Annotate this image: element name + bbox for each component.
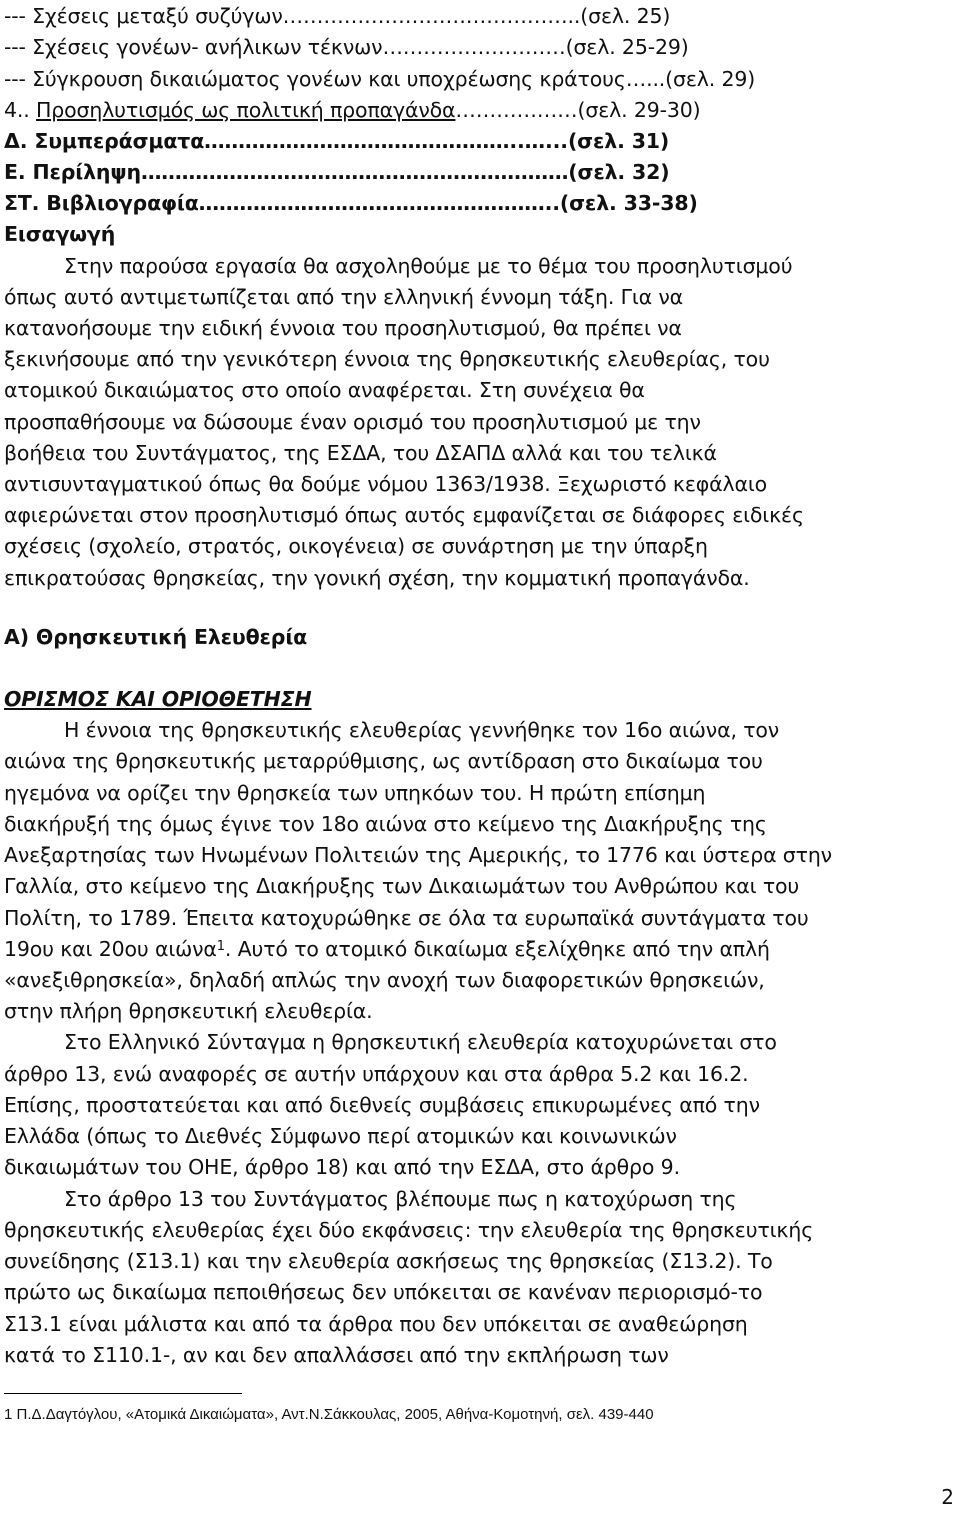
toc-entry: --- Σχέσεις μεταξύ συζύγων……………………………………..(σελ. 25): [4, 4, 671, 28]
body-line: αιώνα της θρησκευτικής μεταρρύθμισης, ως αντίδραση στο δικαίωμα του: [4, 749, 763, 773]
body-line: Γαλλία, στο κείμενο της Διακήρυξης των Δικαιωμάτων του Ανθρώπου και του: [4, 874, 800, 898]
toc-entry: --- Σχέσεις γονέων- ανήλικων τέκνων………………………(σελ. 25-29): [4, 35, 689, 59]
intro-line: βοήθεια του Συντάγματος, της ΕΣΔΑ, του ΔΣΑΠΔ αλλά και του τελικά: [4, 441, 717, 465]
body-line-start: 19ου και 20ου αιώνα: [4, 937, 217, 961]
body-line: Ελλάδα (όπως το Διεθνές Σύμφωνο περί ατομικών και κοινωνικών: [4, 1124, 677, 1148]
body-line: Επίσης, προστατεύεται και από διεθνείς συμβάσεις επικυρωμένες από την: [4, 1093, 760, 1117]
intro-line: επικρατούσας θρησκείας, την γονική σχέση, την κομματική προπαγάνδα.: [4, 566, 750, 590]
intro-line: σχέσεις (σχολείο, στρατός, οικογένεια) σε συνάρτηση με την ύπαρξη: [4, 534, 708, 558]
body-line: Η έννοια της θρησκευτικής ελευθερίας γεννήθηκε τον 16ο αιώνα, τον: [64, 718, 780, 742]
intro-line: ατομικού δικαιώματος στο οποίο αναφέρεται. Στη συνέχεια θα: [4, 378, 645, 402]
body-line: Στο άρθρο 13 του Συντάγματος βλέπουμε πως η κατοχύρωση της: [64, 1187, 737, 1211]
footnote-marker[interactable]: 1: [216, 939, 225, 954]
body-line: [4, 934, 770, 964]
body-line: άρθρο 13, ενώ αναφορές σε αυτήν υπάρχουν και στα άρθρα 5.2 και 16.2.: [4, 1062, 749, 1086]
page-number: 2: [941, 1485, 954, 1509]
body-line-end: . Αυτό το ατομικό δικαίωμα εξελίχθηκε από την απλή: [224, 937, 770, 961]
subheading: ΟΡΙΣΜΟΣ ΚΑΙ ΟΡΙΟΘΕΤΗΣΗ: [4, 687, 312, 711]
toc-entry: Δ. Συμπεράσματα………………………………………..…...(σελ. 31): [4, 129, 670, 153]
body-line: θρησκευτικής ελευθερίας έχει δύο εκφάνσεις: την ελευθερία της θρησκευτικής: [4, 1218, 814, 1242]
body-line: διακήρυξή της όμως έγινε τον 18ο αιώνα στο κείμενο της Διακήρυξης της: [4, 812, 767, 836]
body-line: πρώτο ως δικαίωμα πεποιθήσεως δεν υπόκειται σε κανέναν περιορισμό-το: [4, 1280, 763, 1304]
body-line: Στο Ελληνικό Σύνταγμα η θρησκευτική ελευθερία κατοχυρώνεται στο: [64, 1030, 777, 1054]
intro-line: κατανοήσουμε την ειδική έννοια του προσηλυτισμού, θα πρέπει να: [4, 316, 682, 340]
body-line: κατά το Σ110.1-, αν και δεν απαλλάσσει από την εκπλήρωση των: [4, 1343, 669, 1367]
body-line: ηγεμόνα να ορίζει την θρησκεία των υπηκόων του. Η πρώτη επίσημη: [4, 781, 706, 805]
intro-line: όπως αυτό αντιμετωπίζεται από την ελληνική έννομη τάξη. Για να: [4, 285, 684, 309]
footnote-divider: [4, 1393, 242, 1394]
toc-entry: 4.. Προσηλυτισμός ως πολιτική προπαγάνδα………………(σελ. 29-30): [4, 98, 701, 122]
footnote: 1 Π.Δ.Δαγτόγλου, «Ατομικά Δικαιώματα», Αντ.Ν.Σάκκουλας, 2005, Αθήνα-Κομοτηνή, σελ. 439-440: [4, 1406, 654, 1423]
intro-line: αφιερώνεται στον προσηλυτισμό όπως αυτός εμφανίζεται σε διάφορες ειδικές: [4, 503, 804, 527]
body-line: Σ13.1 είναι μάλιστα και από τα άρθρα που δεν υπόκειται σε αναθεώρηση: [4, 1312, 748, 1336]
intro-line: αντισυνταγματικού όπως θα δούμε νόμου 1363/1938. Ξεχωριστό κεφάλαιο: [4, 472, 768, 496]
body-line: Ανεξαρτησίας των Ηνωμένων Πολιτειών της Αμερικής, το 1776 και ύστερα στην: [4, 843, 832, 867]
intro-line: Στην παρούσα εργασία θα ασχοληθούμε με το θέμα του προσηλυτισμού: [64, 254, 793, 278]
toc-link[interactable]: Προσηλυτισμός ως πολιτική προπαγάνδα: [36, 98, 456, 122]
body-line: στην πλήρη θρησκευτική ελευθερία.: [4, 999, 373, 1023]
intro-line: προσπαθήσουμε να δώσουμε έναν ορισμό του προσηλυτισμού με την: [4, 410, 701, 434]
body-line: συνείδησης (Σ13.1) και την ελευθερία ασκήσεως της θρησκείας (Σ13.2). Το: [4, 1249, 773, 1273]
toc-entry: --- Σύγκρουση δικαιώματος γονέων και υποχρέωσης κράτους…...(σελ. 29): [4, 67, 756, 91]
body-line: «ανεξιθρησκεία», δηλαδή απλώς την ανοχή των διαφορετικών θρησκειών,: [4, 968, 765, 992]
body-line: Πολίτη, το 1789. Έπειτα κατοχυρώθηκε σε όλα τα ευρωπαϊκά συντάγματα του: [4, 906, 809, 930]
intro-heading: Εισαγωγή: [4, 222, 116, 246]
section-heading: Α) Θρησκευτική Ελευθερία: [4, 625, 308, 649]
toc-entry: ΣΤ. Βιβλιογραφία……………………………………………..(σελ. 33-38): [4, 191, 698, 215]
toc-entry: Ε. Περίληψη………………………………………………………(σελ. 32): [4, 160, 670, 184]
intro-line: ξεκινήσουμε από την γενικότερη έννοια της θρησκευτικής ελευθερίας, του: [4, 347, 770, 371]
body-line: δικαιωμάτων του ΟΗΕ, άρθρο 18) και από την ΕΣΔΑ, στο άρθρο 9.: [4, 1155, 680, 1179]
